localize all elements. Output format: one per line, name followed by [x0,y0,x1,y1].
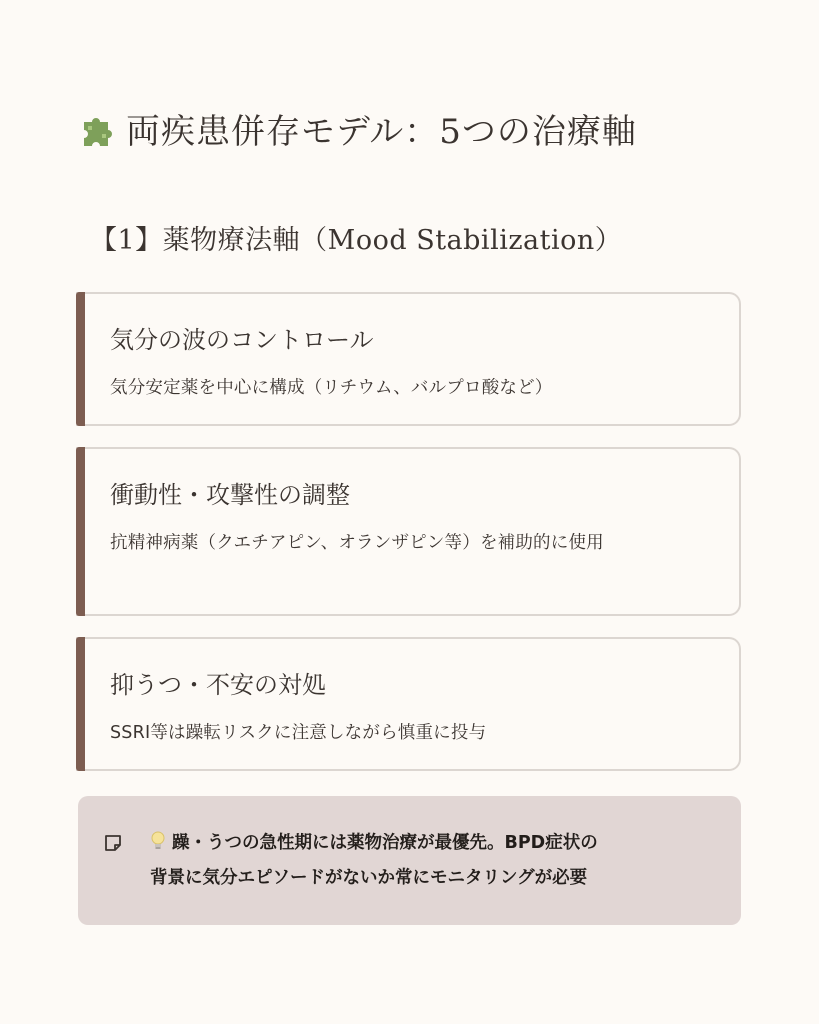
page-title [78,100,778,156]
card-title: 気分の波のコントロール [110,326,374,354]
lightbulb-icon [150,829,166,849]
card-mood-control [76,292,741,426]
note-line2: 背景に気分エピソードがないか常にモニタリングが必要 [150,868,588,888]
card-title: 衝動性・攻撃性の調整 [110,481,350,509]
note-line1: 躁・うつの急性期には薬物治療が最優先。BPD症状の [172,833,598,853]
card-accent-bar [76,447,85,616]
card-body: 抗精神病薬（クエチアピン、オランザピン等）を補助的に使用 [110,533,604,553]
card-title: 抑うつ・不安の対処 [110,671,326,699]
card-body: 気分安定薬を中心に構成（リチウム、バルプロ酸など） [110,378,553,398]
card-impulsivity [76,447,741,616]
section-title: 【1】薬物療法軸（Mood Stabilization） [90,225,623,256]
card-accent-bar [76,637,85,771]
puzzle-icon [78,108,118,148]
note-text [150,826,720,896]
page-title-text: 両疾患併存モデル：5つの治療軸 [126,111,637,152]
card-depression-anxiety [76,637,741,771]
note-callout [78,796,741,925]
card-body: SSRI等は躁転リスクに注意しながら慎重に投与 [110,723,487,743]
card-accent-bar [76,292,85,426]
note-icon [104,834,122,852]
